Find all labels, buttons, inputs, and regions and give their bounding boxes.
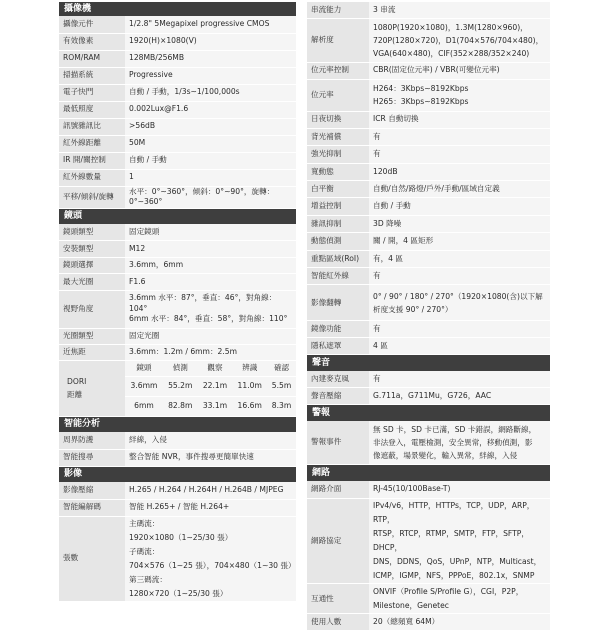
spec-value: 有	[369, 128, 550, 145]
spec-row	[307, 198, 550, 215]
spec-label: 鏡頭選擇	[59, 257, 125, 274]
spec-row-fov	[59, 290, 296, 328]
spec-row	[307, 181, 550, 198]
spec-value: CBR(固定位元率) / VBR(可變位元率)	[369, 62, 550, 79]
spec-label: 張數	[59, 516, 125, 601]
spec-label: 有效像素	[59, 33, 125, 50]
resolution-line: 720P(1280×720)，D1(704×576/704×480)，	[373, 35, 544, 45]
spec-row	[59, 482, 296, 499]
protocol-line: RTSP，RTCP，RTMP，SMTP，FTP，SFTP，DHCP，	[373, 529, 529, 553]
spec-row	[59, 449, 296, 466]
spec-value: Progressive	[125, 67, 296, 84]
spec-label: 內建麥克風	[307, 371, 369, 388]
spec-value: 有	[369, 321, 550, 338]
spec-value: 4 區	[369, 338, 550, 355]
spec-value: G.711a，G711Mu，G726，AAC	[369, 388, 550, 405]
spec-label: 近焦距	[59, 344, 125, 360]
spec-value: 20（總頻寬 64M）	[369, 614, 550, 631]
dori-label-text: DORI 距離	[67, 377, 87, 399]
spec-row	[59, 224, 296, 241]
spec-value: 有	[369, 146, 550, 163]
resolution-line: 1080P(1920×1080)，1.3M(1280×960)，	[373, 22, 528, 32]
dori-header: 偵測	[163, 360, 198, 376]
spec-label: 最低照度	[59, 101, 125, 118]
section-lens: 鏡頭	[59, 208, 296, 224]
section-smart-analysis: 智能分析	[59, 416, 296, 432]
spec-label: 鏡頭類型	[59, 224, 125, 241]
spec-value: 自動/自然/路燈/戶外/手動/區域自定義	[369, 181, 550, 198]
stream-line: 704×576（1~25 張），704×480（1~30 張）	[129, 560, 296, 570]
spec-value	[369, 285, 550, 321]
right-spec-table	[307, 2, 550, 631]
spec-value: 整合智能 NVR，事件搜尋更簡單快速	[125, 449, 296, 466]
spec-value: 關 / 開，4 區矩形	[369, 233, 550, 250]
spec-label: 日夜切換	[307, 111, 369, 128]
spec-row	[59, 274, 296, 291]
spec-label: 雜訊抑制	[307, 215, 369, 232]
spec-label: 重點區域(RoI)	[307, 250, 369, 267]
spec-value: 自動 / 手動	[369, 198, 550, 215]
spec-row	[59, 186, 296, 208]
bitrate-line: H265：3Kbps~8192Kbps	[373, 97, 469, 106]
spec-label: 安裝類型	[59, 241, 125, 258]
spec-value: 水平：0°~360°，傾斜：0°~90°，旋轉：0°~360°	[125, 186, 296, 208]
spec-value: 50M	[125, 135, 296, 152]
spec-label: 網路介面	[307, 481, 369, 499]
spec-row-streams	[59, 516, 296, 601]
spec-value	[369, 79, 550, 111]
spec-row	[307, 111, 550, 128]
spec-row-net-interface	[307, 481, 550, 499]
interop-line: Milestone，Genetec	[373, 600, 449, 610]
spec-label: 使用人數	[307, 614, 369, 631]
spec-label: 攝像元件	[59, 16, 125, 33]
spec-value: 有	[369, 268, 550, 285]
spec-label: 增益控制	[307, 198, 369, 215]
spec-label: 位元率	[307, 79, 369, 111]
spec-row	[307, 250, 550, 267]
stream-line: 第三碼流：	[129, 574, 167, 584]
dori-cell: 11.0m	[232, 376, 267, 396]
spec-label: 警報事件	[307, 421, 369, 465]
spec-label: 聲音壓縮	[307, 388, 369, 405]
spec-row	[307, 388, 550, 405]
spec-label: 串流能力	[307, 2, 369, 18]
spec-value: 3.6mm，6mm	[125, 257, 296, 274]
fov-line-1: 3.6mm 水平：87°，垂直：46°，對角線：104°	[129, 293, 277, 313]
spec-label: 背光補償	[307, 128, 369, 145]
spec-label: 白平衡	[307, 181, 369, 198]
dori-header: 觀察	[198, 360, 233, 376]
spec-row	[307, 321, 550, 338]
spec-row	[59, 16, 296, 33]
spec-row-iris	[59, 328, 296, 344]
spec-label: 智能編解碼	[59, 499, 125, 516]
spec-label: ROM/RAM	[59, 50, 125, 67]
spec-row	[59, 67, 296, 84]
spec-row-interop	[307, 584, 550, 614]
dori-cell: 3.6mm	[125, 376, 163, 396]
spec-label: 解析度	[307, 18, 369, 62]
spec-row	[307, 371, 550, 388]
dori-cell: 5.5m	[267, 376, 296, 396]
spec-value: ICR 自動切換	[369, 111, 550, 128]
spec-row	[59, 135, 296, 152]
spec-value: 128MB/256MB	[125, 50, 296, 67]
mirror-line: 析度支援 90° / 270°）	[373, 304, 453, 314]
spec-value: 絆線，入侵	[125, 432, 296, 449]
spec-label: 動態偵測	[307, 233, 369, 250]
spec-label: 網路協定	[307, 499, 369, 584]
spec-row	[59, 33, 296, 50]
spec-value	[125, 516, 296, 601]
spec-label: 影像壓縮	[59, 482, 125, 499]
spec-label: 紅外線數量	[59, 169, 125, 186]
spec-row-mirror	[307, 285, 550, 321]
spec-label: 影像翻轉	[307, 285, 369, 321]
spec-value	[369, 499, 550, 584]
spec-row	[59, 152, 296, 169]
spec-label: 智能搜尋	[59, 449, 125, 466]
spec-row	[307, 268, 550, 285]
dori-header: 確認	[267, 360, 296, 376]
spec-value: 有，4 區	[369, 250, 550, 267]
spec-row	[59, 257, 296, 274]
spec-value: H.265 / H.264 / H.264H / H.264B / MJPEG	[125, 482, 296, 499]
spec-row	[307, 233, 550, 250]
spec-row	[59, 101, 296, 118]
left-spec-table	[59, 2, 296, 602]
section-network: 網路	[307, 465, 550, 481]
spec-label: 智能紅外線	[307, 268, 369, 285]
spec-label: 隱私遮罩	[307, 338, 369, 355]
spec-value: 1920(H)×1080(V)	[125, 33, 296, 50]
spec-value: 0.002Lux@F1.6	[125, 101, 296, 118]
spec-row-near	[59, 344, 296, 360]
spec-value: 智能 H.265+ / 智能 H.264+	[125, 499, 296, 516]
spec-label: 鏡像功能	[307, 321, 369, 338]
spec-row	[59, 169, 296, 186]
spec-row	[59, 499, 296, 516]
protocol-line: DNS，DDNS，QoS，UPnP，NTP，Multicast，	[373, 557, 542, 567]
spec-value	[369, 584, 550, 614]
spec-label: 強光抑制	[307, 146, 369, 163]
alarm-line: 非法登入，電壓檢測，安全異常，移動偵測，影	[373, 438, 533, 448]
spec-label: 視野角度	[59, 290, 125, 328]
right-spec-column	[307, 2, 550, 631]
spec-label: 紅外線距離	[59, 135, 125, 152]
alarm-line: 像遮蔽，場景變化，輸入異常，絆線，入侵	[373, 451, 518, 461]
spec-row	[59, 84, 296, 101]
spec-label: 掃描系統	[59, 67, 125, 84]
spec-value: 3D 降噪	[369, 215, 550, 232]
spec-row	[307, 163, 550, 180]
spec-row	[307, 2, 550, 18]
spec-label: 寬動態	[307, 163, 369, 180]
spec-value: 3 串流	[369, 2, 550, 18]
spec-row	[307, 338, 550, 355]
section-video: 影像	[59, 466, 296, 482]
spec-row	[307, 215, 550, 232]
dori-header-row	[59, 360, 296, 376]
spec-label: 周界防護	[59, 432, 125, 449]
dori-cell: 6mm	[125, 396, 163, 416]
spec-value: 有	[369, 371, 550, 388]
section-camera: 攝像機	[59, 2, 296, 16]
spec-label: 平移/傾斜/旋轉	[59, 186, 125, 208]
spec-row	[59, 432, 296, 449]
spec-label: 互通性	[307, 584, 369, 614]
spec-value: 自動 / 手動，1/3s~1/100,000s	[125, 84, 296, 101]
spec-value: >56dB	[125, 118, 296, 135]
spec-row-resolution	[307, 18, 550, 62]
spec-row-users	[307, 614, 550, 631]
spec-value: 120dB	[369, 163, 550, 180]
spec-row-alarm	[307, 421, 550, 465]
spec-row	[307, 128, 550, 145]
spec-row	[59, 50, 296, 67]
spec-row-rate-control	[307, 62, 550, 79]
alarm-line: 無 SD 卡，SD 卡已滿，SD 卡錯誤，網路斷線，	[373, 425, 537, 435]
spec-label: 最大光圈	[59, 274, 125, 291]
fov-line-2: 6mm 水平：84°，垂直：58°，對角線：110°	[129, 314, 288, 324]
resolution-line: VGA(640×480)，CIF(352×288/352×240)	[373, 48, 530, 58]
spec-label: IR 開/關控制	[59, 152, 125, 169]
dori-header: 辨識	[232, 360, 267, 376]
protocol-line: IPv4/v6，HTTP，HTTPs，TCP，UDP，ARP，RTP，	[373, 501, 535, 525]
spec-label: 位元率控制	[307, 62, 369, 79]
stream-line: 子碼流：	[129, 546, 160, 556]
spec-value: F1.6	[125, 274, 296, 291]
spec-row-bitrate	[307, 79, 550, 111]
spec-value	[369, 18, 550, 62]
stream-line: 1920×1080（1~25/30 張）	[129, 532, 233, 542]
dori-cell: 33.1m	[198, 396, 233, 416]
spec-value: 3.6mm：1.2m / 6mm：2.5m	[125, 344, 296, 360]
spec-row	[307, 146, 550, 163]
spec-value	[125, 290, 296, 328]
spec-row	[59, 241, 296, 258]
bitrate-line: H264：3Kbps~8192Kbps	[373, 84, 469, 93]
spec-value: 1	[125, 169, 296, 186]
spec-label: 訊號雜訊比	[59, 118, 125, 135]
dori-cell: 22.1m	[198, 376, 233, 396]
spec-row-protocol	[307, 499, 550, 584]
spec-value: RJ-45(10/100Base-T)	[369, 481, 550, 499]
spec-label: 光圈類型	[59, 328, 125, 344]
spec-value: 自動 / 手動	[125, 152, 296, 169]
dori-header: 鏡頭	[125, 360, 163, 376]
dori-cell: 82.8m	[163, 396, 198, 416]
stream-line: 主碼流：	[129, 518, 160, 528]
spec-value: 固定鏡頭	[125, 224, 296, 241]
mirror-line: 0° / 90° / 180° / 270°（1920×1080(含)以下解	[373, 291, 543, 301]
stream-line: 1280×720（1~25/30 張）	[129, 588, 228, 598]
spec-label: 電子快門	[59, 84, 125, 101]
spec-value: 1/2.8" 5Megapixel progressive CMOS	[125, 16, 296, 33]
section-alarm: 警報	[307, 405, 550, 421]
spec-value: 固定光圈	[125, 328, 296, 344]
dori-cell: 55.2m	[163, 376, 198, 396]
dori-label	[59, 360, 125, 416]
left-spec-column	[59, 2, 296, 602]
interop-line: ONVIF（Profile S/Profile G），CGI，P2P，	[373, 586, 524, 596]
spec-value: M12	[125, 241, 296, 258]
spec-row	[59, 118, 296, 135]
dori-cell: 8.3m	[267, 396, 296, 416]
protocol-line: ICMP，IGMP，NFS，PPPoE，802.1x，SNMP	[373, 571, 535, 581]
spec-value	[369, 421, 550, 465]
dori-cell: 16.6m	[232, 396, 267, 416]
section-audio: 聲音	[307, 355, 550, 371]
